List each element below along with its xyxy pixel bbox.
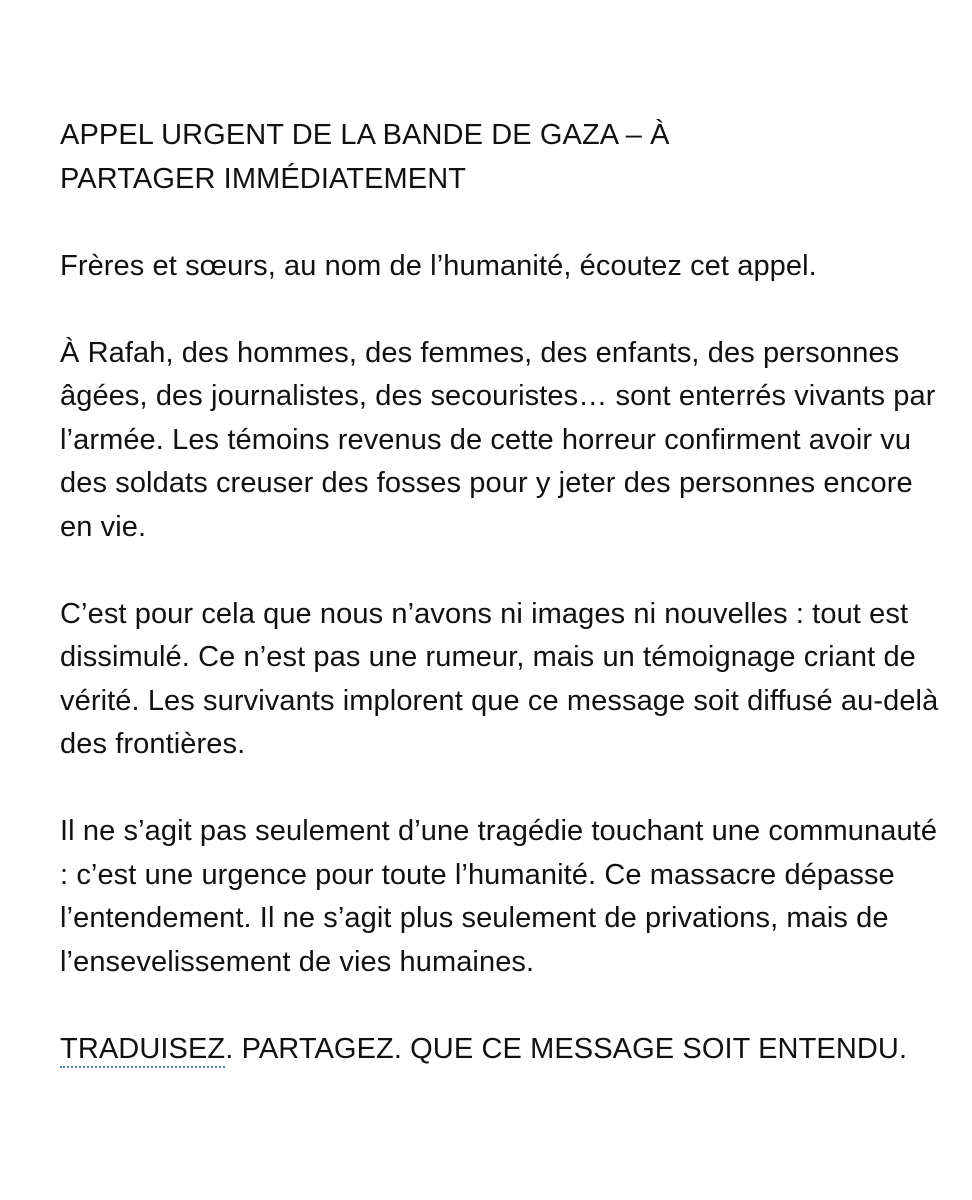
document-title: APPEL URGENT DE LA BANDE DE GAZA – À PARTAGER IMMÉDIATEMENT [60, 119, 670, 195]
document-body [60, 114, 940, 1071]
paragraph-no-images: C’est pour cela que nous n’avons ni images ni nouvelles : tout est dissimulé. Ce n’est pas une rumeur, mais un témoignage criant de vérité. Les survivants implorent que ce message soit diffusé au-delà des frontières. [60, 597, 939, 760]
closing-call [60, 1028, 940, 1072]
paragraph-humanity: Il ne s’agit pas seulement d’une tragédie touchant une communauté : c’est une urgence pour toute l’humanité. Ce massacre dépasse l’entendement. Il ne s’agit plus seulement de privations, mais de l’ensevelissement de vies humaines. [60, 815, 938, 978]
paragraph-rafah: À Rafah, des hommes, des femmes, des enfants, des personnes âgées, des journalistes, des secouristes… sont enterrés vivants par l’armée. Les témoins revenus de cette horreur confirment avoir vu des soldats creuser des fosses pour y jeter des personnes encore en vie. [60, 336, 936, 543]
closing-text: . PARTAGEZ. QUE CE MESSAGE SOIT ENTENDU. [225, 1032, 908, 1065]
translate-link[interactable]: TRADUISEZ [60, 1033, 225, 1068]
paragraph-intro: Frères et sœurs, au nom de l’humanité, écoutez cet appel. [60, 249, 817, 282]
